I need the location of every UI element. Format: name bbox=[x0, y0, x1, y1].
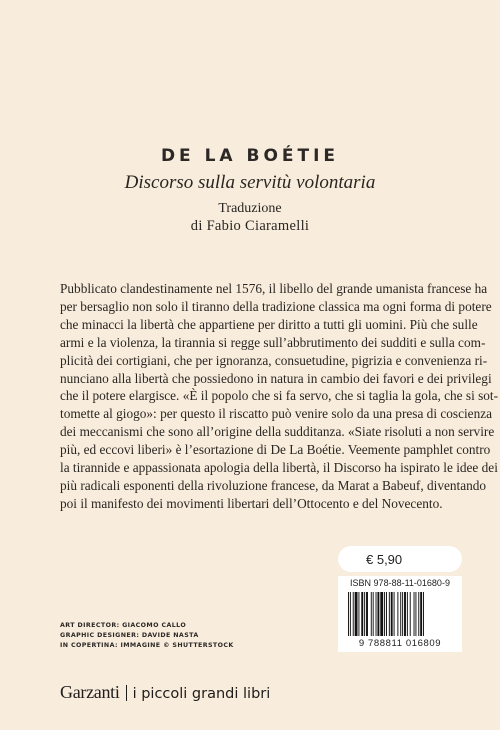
credit-line: IN COPERTINA: IMMAGINE © SHUTTERSTOCK bbox=[60, 642, 234, 650]
credit-line: GRAPHIC DESIGNER: DAVIDE NASTA bbox=[60, 632, 199, 640]
publisher-divider bbox=[126, 685, 127, 701]
blurb-line: la tirannide e appassionata apologia della libertà, il Discorso ha ispirato le idee dei bbox=[60, 460, 498, 476]
blurb-line: Pubblicato clandestinamente nel 1576, il libello del grande umanista francese ha bbox=[60, 281, 488, 296]
translation-label: Traduzione bbox=[218, 201, 282, 216]
blurb-line: che minacci la libertà che appartiene per diritto a tutti gli uomini. Più che sulle bbox=[60, 316, 478, 332]
isbn-label: ISBN 978-88-11-01680-9 bbox=[350, 578, 450, 588]
back-cover-blurb bbox=[60, 280, 499, 513]
publisher-name: Garzanti bbox=[60, 682, 120, 702]
ean-digits: 9 788811 016809 bbox=[358, 638, 442, 649]
author-name: DE LA BOÉTIE bbox=[160, 146, 340, 166]
blurb-line: nunciano alla libertà che possiedono in natura in cambio dei favori e dei privilegi bbox=[60, 370, 492, 386]
series-name: i piccoli grandi libri bbox=[132, 686, 271, 702]
blurb-line: poi il manifesto dei movimenti libertari dell’Ottocento e del Novecento. bbox=[60, 495, 443, 511]
blurb-line: per bersaglio non solo il tiranno della tradizione classica ma ogni forma di potere bbox=[60, 298, 492, 314]
blurb-line: dei meccanismi che sono all’origine della sudditanza. «Siate risoluti a non servire bbox=[60, 424, 495, 440]
publisher-logo bbox=[60, 682, 270, 703]
blurb-line: più radicali esponenti della rivoluzione francese, da Marat a Babeuf, diventando bbox=[60, 477, 487, 493]
blurb-line: più, ed eccovi liberi» è l’esortazione di De La Boétie. Veemente pamphlet contro bbox=[60, 442, 491, 458]
credit-line: ART DIRECTOR: GIACOMO CALLO bbox=[60, 622, 187, 629]
blurb-line: che il potere elargisce. «È il popolo che si fa servo, che si taglia la gola, che si sot- bbox=[60, 388, 499, 404]
barcode-icon bbox=[348, 592, 452, 636]
blurb-line: tomette al giogo»: per questo il riscatto può venire solo da una presa di coscienza bbox=[60, 406, 493, 422]
credits-block bbox=[60, 621, 234, 652]
book-title: Discorso sulla servitù volontaria bbox=[124, 172, 376, 193]
barcode-panel bbox=[338, 576, 462, 652]
price-label: € 5,90 bbox=[338, 546, 462, 572]
translator-name: di Fabio Ciaramelli bbox=[190, 218, 310, 234]
blurb-line: plicità dei cortigiani, che per ignoranza, consuetudine, pigrizia e convenienza ri- bbox=[60, 352, 488, 368]
blurb-line: armi e la violenza, la tirannia si regge sull’abbrutimento dei sudditi e sulla com- bbox=[60, 334, 486, 350]
